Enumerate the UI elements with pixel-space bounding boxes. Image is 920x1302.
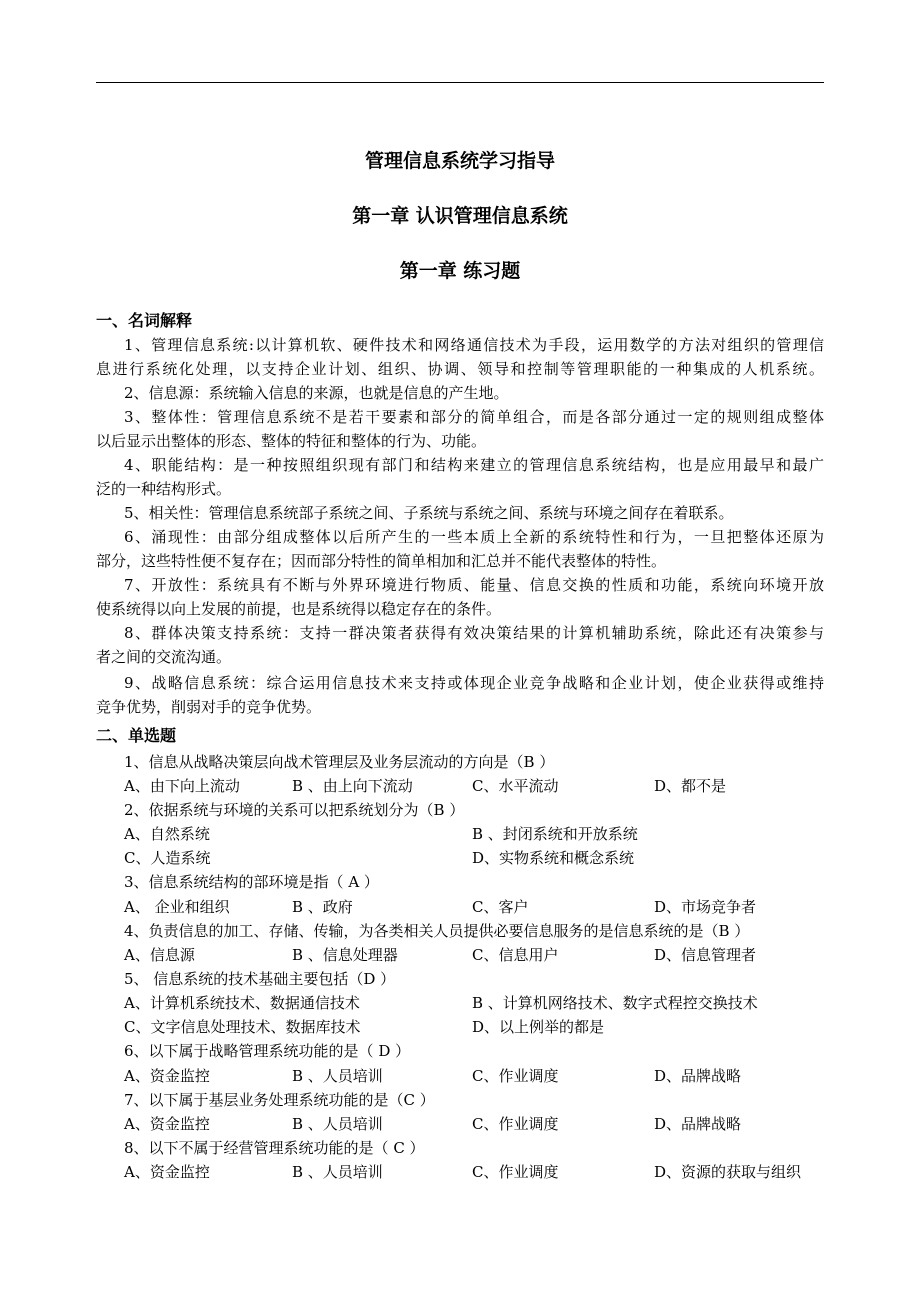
definition-line: 6、涌现性：由部分组成整体以后所产生的一些本质上全新的系统特性和行为，一旦把整体还原为 xyxy=(124,528,824,546)
definition-line: 1、管理信息系统:以计算机软、硬件技术和网络通信技术为手段，运用数学的方法对组织的管理信 xyxy=(124,336,824,354)
option-a: A、计算机系统技术、数据通信技术 xyxy=(124,994,360,1012)
question-text: 2、依据系统与环境的关系可以把系统划分为（B ） xyxy=(124,801,465,819)
section-heading-definitions: 一、名词解释 xyxy=(96,311,193,330)
option-b: B 、人员培训 xyxy=(292,1067,383,1085)
option-b: B 、人员培训 xyxy=(292,1163,383,1181)
option-d: D、资源的获取与组织 xyxy=(654,1163,802,1181)
option-b: B 、信息处理器 xyxy=(292,946,398,964)
section-heading-single-choice: 二、单选题 xyxy=(96,726,177,745)
option-d: D、以上例举的都是 xyxy=(472,1018,605,1036)
option-b: B 、政府 xyxy=(292,898,353,916)
option-c: C、作业调度 xyxy=(472,1115,559,1133)
question-text: 7、以下属于基层业务处理系统功能的是（C ） xyxy=(124,1091,435,1109)
definition-line: 泛的一种结构形式。 xyxy=(96,480,232,498)
question-text: 5、 信息系统的技术基础主要包括（D ） xyxy=(124,970,396,988)
option-d: D、品牌战略 xyxy=(654,1115,742,1133)
definition-line: 部分，这些特性便不复存在；因而部分特性的简单相加和汇总并不能代表整体的特性。 xyxy=(96,552,667,570)
option-d: D、都不是 xyxy=(654,777,727,795)
option-b: B 、由上向下流动 xyxy=(292,777,413,795)
question-text: 3、信息系统结构的部环境是指（ A ） xyxy=(124,873,379,891)
definition-line: 竞争优势，削弱对手的竞争优势。 xyxy=(96,698,322,716)
exercise-title: 第一章 练习题 xyxy=(399,260,521,282)
definition-line: 使系统得以向上发展的前提，也是系统得以稳定存在的条件。 xyxy=(96,600,502,618)
option-b: B 、封闭系统和开放系统 xyxy=(472,825,638,843)
definition-line: 息进行系统化处理，以支持企业计划、组织、协调、领导和控制等管理职能的一种集成的人机系统。 xyxy=(96,360,824,378)
question-text: 8、以下不属于经营管理系统功能的是（ C ） xyxy=(124,1139,425,1157)
option-c: C、作业调度 xyxy=(472,1163,559,1181)
definition-line: 5、相关性：管理信息系统部子系统之间、子系统与系统之间、系统与环境之间存在着联系。 xyxy=(124,504,734,522)
option-a: A、自然系统 xyxy=(124,825,210,843)
option-c: C、作业调度 xyxy=(472,1067,559,1085)
option-c: C、客户 xyxy=(472,898,529,916)
option-a: A、资金监控 xyxy=(124,1067,210,1085)
option-a: A、由下向上流动 xyxy=(124,777,240,795)
definition-line: 9、战略信息系统：综合运用信息技术来支持或体现企业竞争战略和企业计划，使企业获得或维持 xyxy=(124,674,824,692)
question-text: 1、信息从战略决策层向战术管理层及业务层流动的方向是（B ） xyxy=(124,753,555,771)
definition-line: 以后显示出整体的形态、整体的特征和整体的行为、功能。 xyxy=(96,432,487,450)
definition-line: 4、职能结构：是一种按照组织现有部门和结构来建立的管理信息系统结构，也是应用最早和最广 xyxy=(124,456,824,474)
option-c: C、水平流动 xyxy=(472,777,559,795)
question-text: 4、负责信息的加工、存储、传输，为各类相关人员提供必要信息服务的是信息系统的是（B ） xyxy=(124,922,750,940)
chapter-title: 第一章 认识管理信息系统 xyxy=(352,205,568,227)
option-b: B 、人员培训 xyxy=(292,1115,383,1133)
option-d: D、品牌战略 xyxy=(654,1067,742,1085)
option-d: D、市场竞争者 xyxy=(654,898,757,916)
option-b: B 、计算机网络技术、数字式程控交换技术 xyxy=(472,994,758,1012)
option-d: D、实物系统和概念系统 xyxy=(472,849,635,867)
option-c: C、信息用户 xyxy=(472,946,559,964)
definition-line: 8、群体决策支持系统：支持一群决策者获得有效决策结果的计算机辅助系统，除此还有决策参与 xyxy=(124,624,824,642)
definition-line: 3、整体性：管理信息系统不是若干要素和部分的简单组合，而是各部分通过一定的规则组成整体 xyxy=(124,408,824,426)
definition-line: 者之间的交流沟通。 xyxy=(96,648,232,666)
header-rule xyxy=(96,82,824,83)
option-a: A、资金监控 xyxy=(124,1163,210,1181)
doc-title: 管理信息系统学习指导 xyxy=(364,150,555,172)
option-d: D、信息管理者 xyxy=(654,946,757,964)
option-a: A、信息源 xyxy=(124,946,195,964)
option-a: A、资金监控 xyxy=(124,1115,210,1133)
definition-line: 7、开放性：系统具有不断与外界环境进行物质、能量、信息交换的性质和功能，系统向环境开放 xyxy=(124,576,824,594)
option-c: C、人造系统 xyxy=(124,849,211,867)
option-a: A、 企业和组织 xyxy=(124,898,230,916)
option-c: C、文字信息处理技术、数据库技术 xyxy=(124,1018,361,1036)
question-text: 6、以下属于战略管理系统功能的是（ D ） xyxy=(124,1042,411,1060)
definition-line: 2、信息源：系统输入信息的来源，也就是信息的产生地。 xyxy=(124,384,509,402)
